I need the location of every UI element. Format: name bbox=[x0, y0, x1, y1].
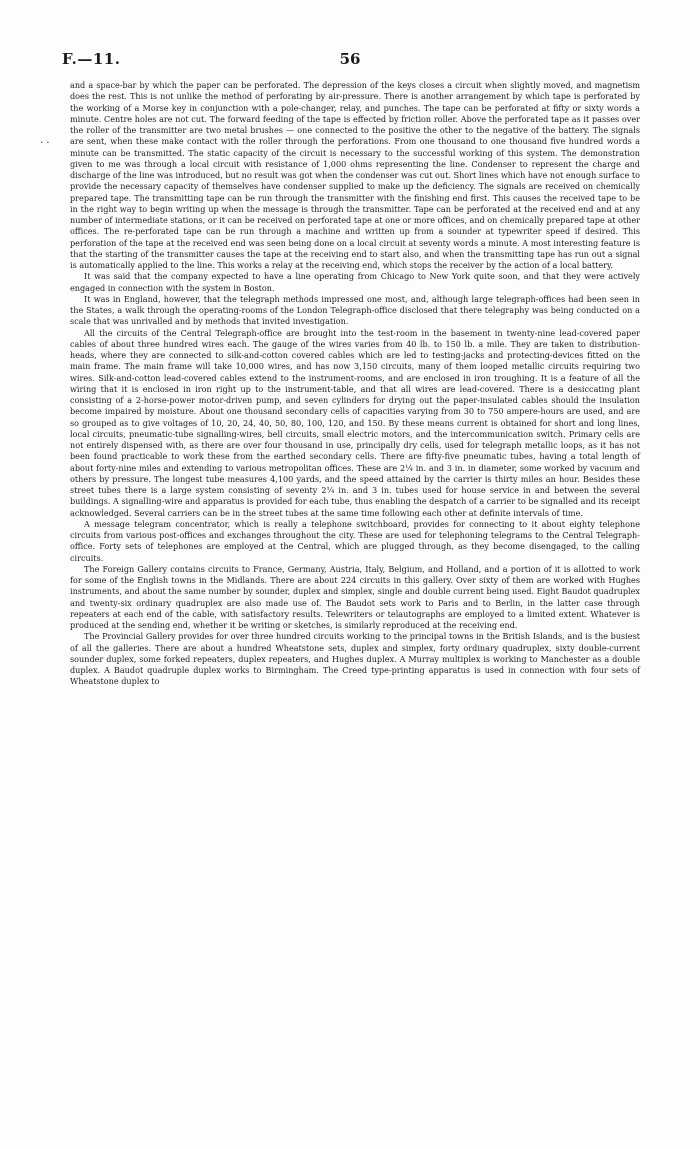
body-text bbox=[70, 80, 640, 688]
paragraph: The Foreign Gallery contains circuits to France, Germany, Austria, Italy, Belgium, and Holland, and a portion of it is allotted to work for some of the English towns in the Midlands. There are about 224 circuits in this gallery. Over sixty of them are worked with Hughes instruments, and about the same number by sounder, duplex and simplex, single and double current being used. Eight Baudot quadruplex and twenty-six ordinary quadruplex are also made use of. The Baudot sets work to Paris and to Berlin, in the latter case through repeaters at each end of the cable, with satisfactory results. Telewriters or telautographs are employed to a limited extent. Whatever is produced at the sending end, whether it be writing or sketches, is similarly reproduced at the receiving end. bbox=[70, 563, 640, 630]
document-id: F.—11. bbox=[62, 50, 121, 68]
paragraph: It was said that the company expected to have a line operating from Chicago to New York quite soon, and that they were actively engaged in connection with the system in Boston. bbox=[70, 271, 640, 293]
paragraph: All the circuits of the Central Telegraph-office are brought into the test-room in the basement in twenty-nine lead-covered paper cables of about three hundred wires each. The gauge of the wires varies from 40 lb. to 150 lb. a mile. They are taken to distribution-heads, where they are connected to silk-and-cotton covered cables which are led to testing-jacks and protecting-devices fitted on the main frame. The main frame will take 10,000 wires, and has now 3,150 circuits, many of them looped metallic circuits requiring two wires. Silk-and-cotton lead-covered cables extend to the instrument-rooms, and are enclosed in iron troughing. It is a feature of all the wiring that it is enclosed in iron right up to the instrument-table, and that all wires are lead-covered. There is a desiccating plant consisting of a 2-horse-power motor-driven pump, and seven cylinders for drying out the paper-insulated cables should the insulation become impaired by moisture. About one thousand secondary cells of capacities varying from 30 to 750 ampere-hours are used, and are so grouped as to give voltages of 10, 20, 24, 40, 50, 80, 100, 120, and 150. By these means current is obtained for short and long lines, local circuits, pneumatic-tube signalling-wires, bell circuits, small electric motors, and the intercommunication switch. Primary cells are not entirely dispensed with, as there are over four thousand in use, principally dry cells, used for telegraph metallic loops, as it has not been found practicable to work these from the earthed secondary cells. There are fifty-five pneumatic tubes, having a total length of about forty-nine miles and extending to various metropolitan offices. These are 2¼ in. and 3 in. in diameter, some worked by vacuum and others by pressure. The longest tube measures 4,100 yards, and the speed attained by the carrier is thirty miles an hour. Besides these street tubes there is a large system consisting of seventy 2¼ in. and 3 in. tubes used for house service in and between the several buildings. A signalling-wire and apparatus is provided for each tube, thus enabling the despatch of a carrier to be signalled and its receipt acknowledged. Several carriers can be in the street tubes at the same time following each other at definite intervals of time. bbox=[70, 327, 640, 518]
margin-mark: · · bbox=[40, 138, 50, 149]
page-header bbox=[62, 50, 638, 72]
paragraph: The Provincial Gallery provides for over three hundred circuits working to the principal towns in the British Islands, and is the busiest of all the galleries. There are about a hundred Wheatstone sets, duplex and simplex, forty ordinary quadruplex, sixty double-current sounder duplex, some forked repeaters, duplex repeaters, and Hughes duplex. A Murray multiplex is working to Manchester as a double duplex. A Baudot quadruple duplex works to Birmingham. The Creed type-printing apparatus is used in connection with four sets of Wheatstone duplex to bbox=[70, 631, 640, 687]
paragraph: and a space-bar by which the paper can be perforated. The depression of the keys closes a circuit when slightly moved, and magnetism does the rest. This is not unlike the method of perforating by air-pressure. There is another arrangement by which tape is perforated by the working of a Morse key in conjunction with a pole-changer, relay, and punches. The tape can be perforated at fifty or sixty words a minute. Centre holes are not cut. The forward feeding of the tape is effected by friction roller. Above the perforated tape as it passes over the roller of the transmitter are two metal brushes — one connected to the positive the other to the negative of the battery. The signals are sent, when these make contact with the roller through the perforations. From one thousand to one thousand five hundred words a minute can be transmitted. The static capacity of the circuit is necessary to the successful working of this system. The demonstration given to me was through a local circuit with resistance of 1,000 ohms representing the line. Condenser to represent the charge and discharge of the line was introduced, but no result was got when the condenser was cut out. Short lines which have not enough surface to provide the necessary capacity of themselves have condenser supplied to make up the deficiency. The signals are received on chemically prepared tape. The transmitting tape can be run through the transmitter with the finishing end first. This causes the received tape to be in the right way to begin writing up when the message is through the transmitter. Tape can be perforated at the received end and at any number of intermediate stations, or it can be received on perforated tape at one or more offices, and on chemically prepared tape at other offices. The re-perforated tape can be run through a machine and written up from a sounder at typewriter speed if desired. This perforation of the tape at the received end was seen being done on a local circuit at seventy words a minute. A most interesting feature is that the starting of the transmitter causes the tape at the receiving end to start also, and when the transmitting tape has run out a signal is automatically applied to the line. This works a relay at the receiving end, which stops the receiver by the action of a local battery. bbox=[70, 80, 640, 270]
page-number: 56 bbox=[339, 50, 361, 68]
paragraph: A message telegram concentrator, which is really a telephone switchboard, provides for connecting to it about eighty telephone circuits from various post-offices and exchanges throughout the city. These are used for telephoning telegrams to the Central Telegraph-office. Forty sets of telephones are employed at the Central, which are plugged through, as they become disengaged, to the calling circuits. bbox=[70, 518, 640, 563]
paragraph: It was in England, however, that the telegraph methods impressed one most, and, although large telegraph-offices had been seen in the States, a walk through the operating-rooms of the London Telegraph-office disclosed that there telegraphy was being conducted on a scale that was unrivalled and by methods that invited investigation. bbox=[70, 293, 640, 327]
